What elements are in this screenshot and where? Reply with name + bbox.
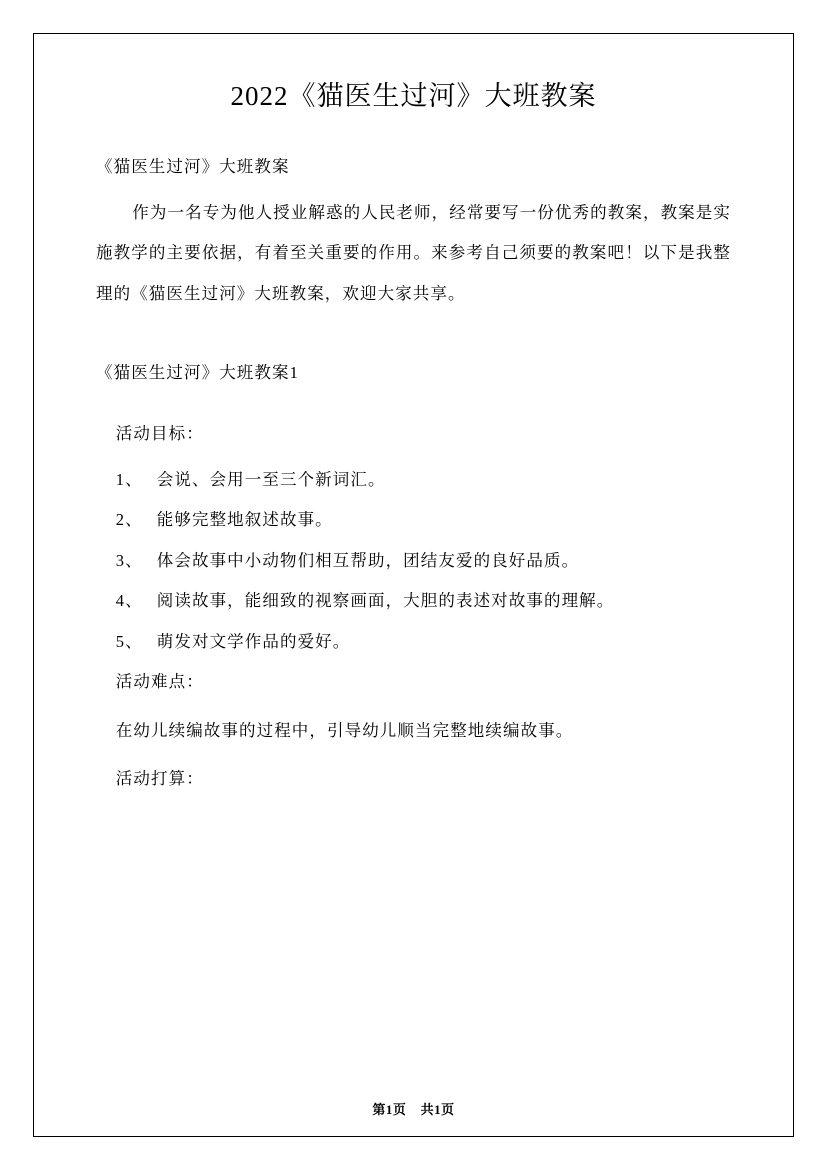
list-item-text: 会说、会用一至三个新词汇。 — [156, 469, 386, 489]
page-footer — [0, 1099, 827, 1118]
footer-total-pages: 共1页 — [420, 1102, 455, 1117]
document-subtitle: 《猫医生过河》大班教案 — [96, 156, 290, 176]
list-item — [96, 581, 731, 621]
list-item — [96, 541, 731, 581]
page-title: 2022《猫医生过河》大班教案 — [230, 81, 597, 111]
intro-paragraph: 作为一名专为他人授业解惑的人民老师，经常要写一份优秀的教案，教案是实施教学的主要依据，有着至关重要的作用。来参考自己须要的教案吧！以下是我整理的《猫医生过河》大班教案，欢迎大家共享。 — [96, 202, 731, 303]
list-item — [96, 460, 731, 500]
list-item-number: 1、 — [115, 469, 143, 489]
activity-difficulty-heading: 活动难点： — [115, 672, 204, 692]
activity-goals-heading: 活动目标： — [115, 424, 204, 443]
footer-current-page: 第1页 — [372, 1102, 407, 1117]
document-content — [96, 78, 731, 807]
list-item-number: 2、 — [115, 510, 143, 530]
list-item-number: 5、 — [115, 631, 143, 651]
list-item — [96, 500, 731, 540]
list-item-text: 阅读故事，能细致的视察画面，大胆的表述对故事的理解。 — [156, 591, 615, 611]
list-item-number: 3、 — [115, 550, 143, 570]
heading-spacer — [96, 399, 731, 417]
list-item-text: 体会故事中小动物们相互帮助，团结友爱的良好品质。 — [156, 550, 580, 570]
section-spacer — [96, 314, 731, 356]
list-item — [96, 622, 731, 662]
list-item-number: 4、 — [115, 591, 143, 611]
activity-plan-heading: 活动打算： — [115, 768, 204, 788]
section-heading: 《猫医生过河》大班教案1 — [96, 363, 299, 383]
activity-difficulty-text: 在幼儿续编故事的过程中，引导幼儿顺当完整地续编故事。 — [115, 720, 574, 740]
list-item-text: 萌发对文学作品的爱好。 — [156, 631, 351, 651]
list-item-text: 能够完整地叙述故事。 — [156, 510, 333, 530]
